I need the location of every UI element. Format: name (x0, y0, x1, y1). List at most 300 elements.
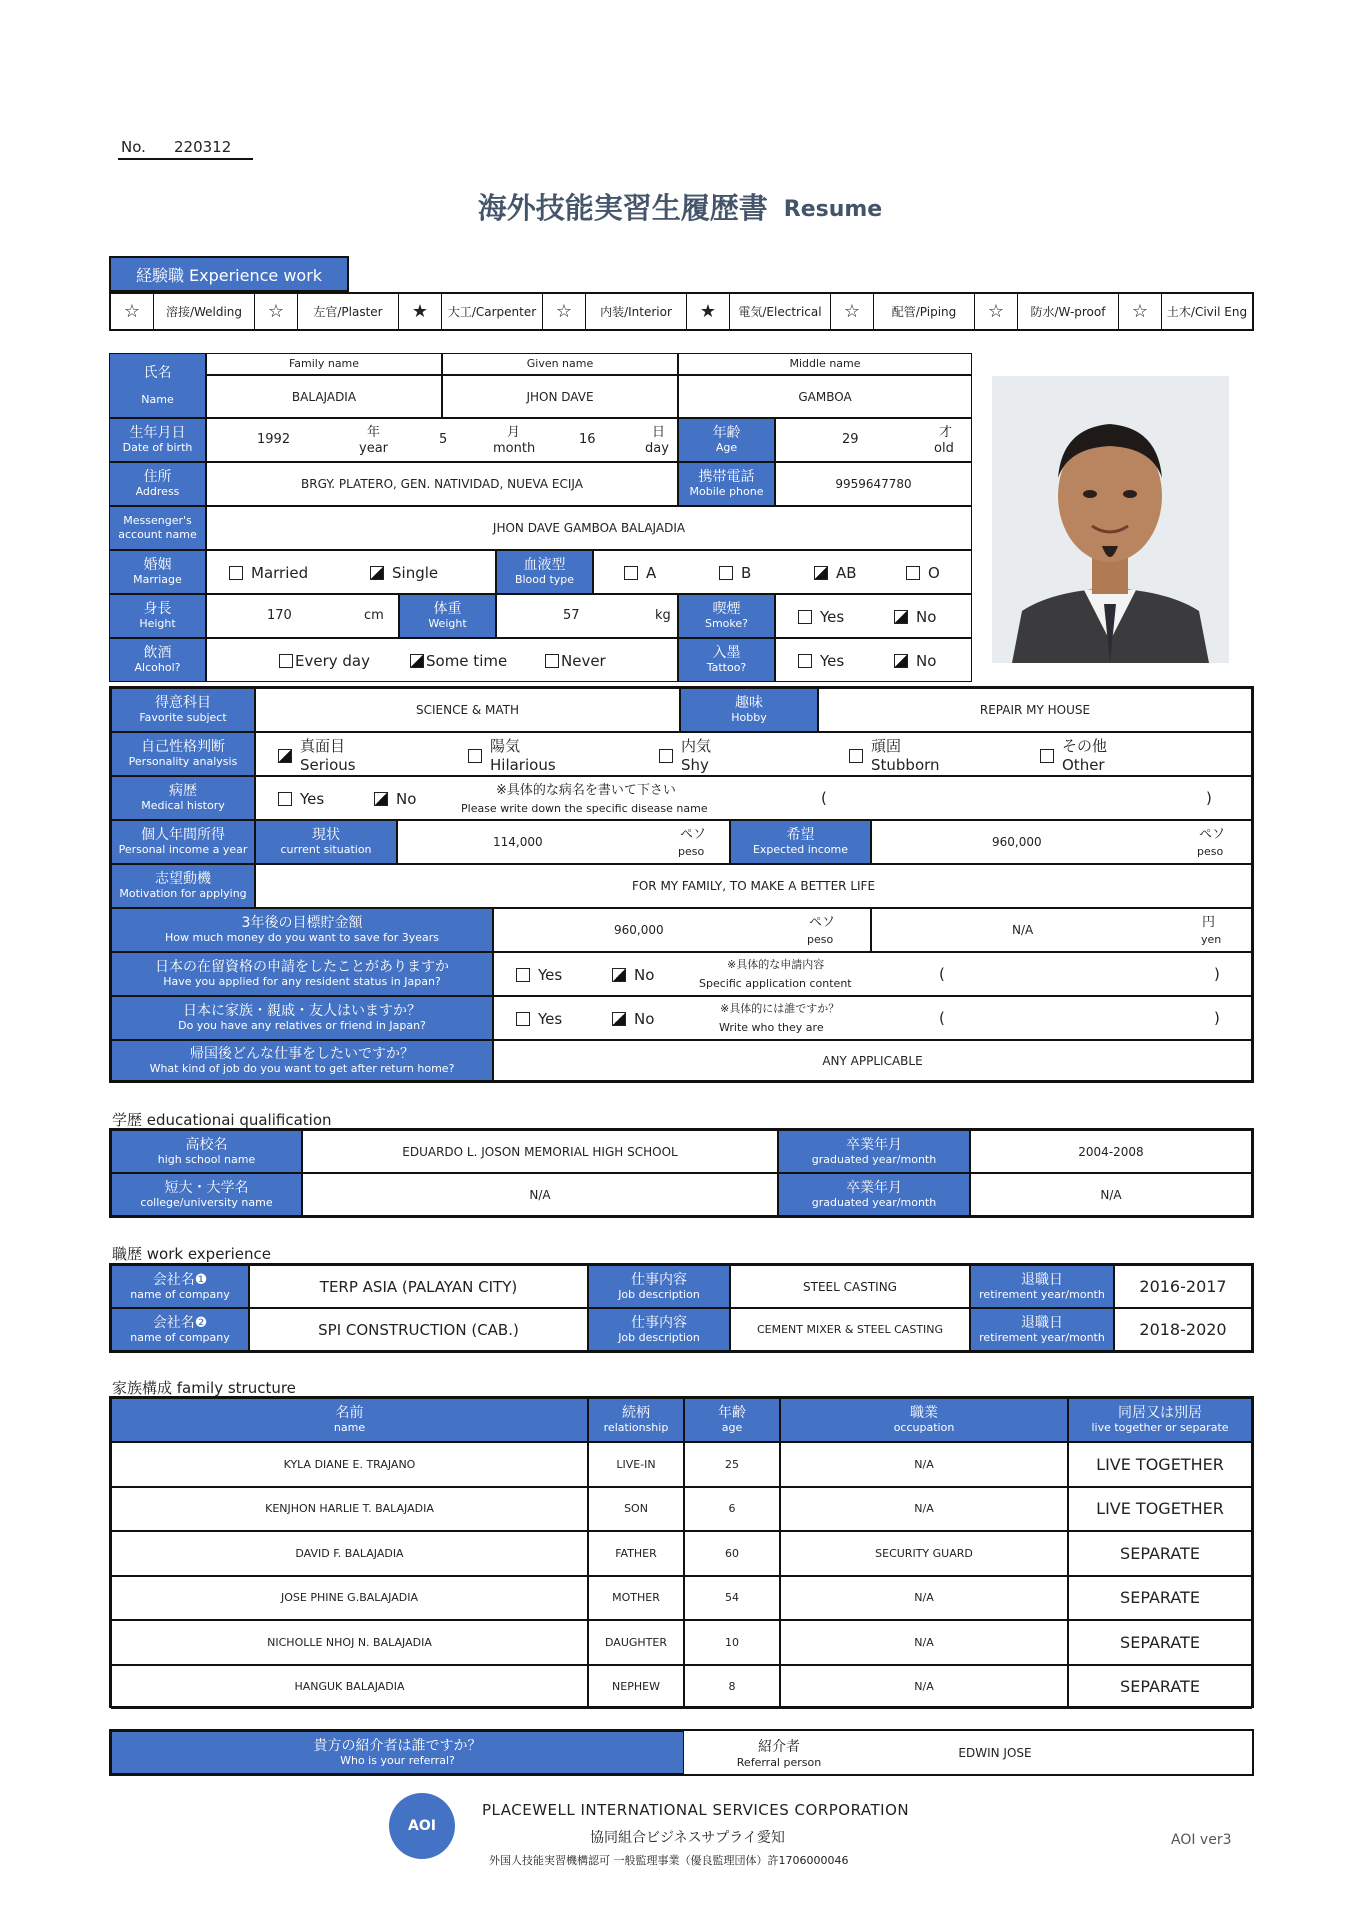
family-row (111, 1531, 1252, 1576)
height-label-en: Height (139, 617, 176, 630)
smoke-option-no[interactable] (894, 608, 936, 626)
motivation-label-cell (111, 864, 255, 908)
company1-label-cell (111, 1265, 249, 1308)
savings-peso-cell[interactable] (493, 908, 871, 952)
resident-open-paren: ( (939, 965, 945, 983)
experience-header: 経験職 Experience work (109, 256, 349, 292)
family-occupation-cell[interactable]: N/A (780, 1576, 1068, 1621)
income-current-label-cell (255, 820, 397, 864)
footer-version: AOI ver3 (1171, 1832, 1232, 1848)
name-label-cell (109, 353, 206, 418)
job2-label-en: Job description (618, 1330, 700, 1344)
family-header-relationship (588, 1398, 684, 1442)
savings-yen-jp: 円 (1202, 915, 1216, 930)
retire1-label-cell (970, 1265, 1114, 1308)
family-name-cell[interactable]: NICHOLLE NHOJ N. BALAJADIA (111, 1620, 588, 1665)
work-section-title: 職歴 work experience (112, 1245, 271, 1263)
medical-detail-field[interactable] (836, 785, 1201, 811)
resident-label-cell (111, 952, 493, 996)
mobile-value[interactable]: 9959647780 (775, 462, 972, 506)
income-expected-value: 960,000 (992, 835, 1042, 849)
option-label: Yes (538, 1010, 563, 1028)
checkbox-blood-ab[interactable] (814, 566, 828, 580)
experience-mark[interactable]: ☆ (255, 294, 298, 329)
tattoo-label-en: Tattoo? (706, 661, 747, 674)
savings-peso-en: peso (807, 933, 834, 946)
family-occupation-cell[interactable]: N/A (780, 1487, 1068, 1532)
family-name-value[interactable]: BALAJADIA (206, 375, 442, 418)
blood-option-ab[interactable] (814, 564, 857, 582)
highschool-label-en: high school name (157, 1152, 256, 1166)
medical-close-paren: ) (1206, 789, 1212, 807)
hobby-value[interactable]: REPAIR MY HOUSE (818, 688, 1252, 732)
age-unit-en: old (934, 441, 954, 456)
family-header-row (111, 1398, 1252, 1442)
family-relationship-cell[interactable]: MOTHER (588, 1576, 684, 1621)
college-grad-en: graduated year/month (811, 1195, 937, 1209)
relatives-detail-field[interactable] (954, 1005, 1209, 1031)
alcohol-options-cell (206, 638, 678, 682)
personality-label-jp: 自己性格判断 (141, 739, 225, 755)
relatives-option-yes[interactable] (516, 1010, 562, 1028)
smoke-option-yes[interactable] (798, 608, 844, 626)
checkbox-stubborn[interactable] (849, 749, 863, 763)
experience-label: 左官/Plaster (298, 294, 399, 329)
job2-value[interactable]: CEMENT MIXER & STEEL CASTING (730, 1308, 970, 1351)
retire1-label-en: retirement year/month (979, 1287, 1105, 1301)
retire2-value[interactable]: 2018-2020 (1114, 1308, 1252, 1351)
medical-label-cell (111, 776, 255, 820)
experience-mark[interactable]: ☆ (1119, 294, 1162, 329)
weight-value: 57 (563, 608, 580, 623)
referral-label-jp: 貴方の紹介者は誰ですか？ (313, 1737, 482, 1754)
family-relationship-cell[interactable]: FATHER (588, 1531, 684, 1576)
experience-mark[interactable]: ☆ (111, 294, 154, 329)
retire2-label-jp: 退職日 (1021, 1314, 1063, 1331)
college-value[interactable]: N/A (302, 1173, 778, 1216)
marriage-option-single[interactable] (370, 564, 438, 582)
header-en: occupation (893, 1421, 955, 1434)
header-en: live together or separate (1091, 1421, 1229, 1434)
family-occupation-cell[interactable]: SECURITY GUARD (780, 1531, 1068, 1576)
checkbox-married[interactable] (229, 566, 243, 580)
personality-option-hilarious[interactable] (468, 737, 556, 775)
company1-label-jp: 会社名❶ (152, 1271, 208, 1288)
personality-options-cell (255, 732, 1252, 776)
retire2-label-cell (970, 1308, 1114, 1351)
family-name-cell[interactable]: JOSE PHINE G.BALAJADIA (111, 1576, 588, 1621)
personality-option-serious[interactable] (278, 737, 356, 775)
given-name-label: Given name (442, 353, 678, 375)
family-name-cell[interactable]: KENJHON HARLIE T. BALAJADIA (111, 1487, 588, 1532)
savings-yen-cell[interactable] (871, 908, 1252, 952)
relatives-close-paren: ) (1214, 1009, 1220, 1027)
subject-label-jp: 得意科目 (155, 695, 211, 711)
checkbox-blood-o[interactable] (906, 566, 920, 580)
checkbox-blood-a[interactable] (624, 566, 638, 580)
savings-label-cell (111, 908, 493, 952)
option-label: No (634, 1010, 655, 1028)
family-name-label: Family name (206, 353, 442, 375)
job1-value[interactable]: STEEL CASTING (730, 1265, 970, 1308)
future-job-value[interactable]: ANY APPLICABLE (493, 1040, 1252, 1081)
subject-label-en: Favorite subject (139, 711, 227, 724)
experience-label: 土木/Civil Eng (1166, 305, 1248, 319)
relatives-label-cell (111, 996, 493, 1040)
retire1-label-jp: 退職日 (1021, 1271, 1063, 1288)
job1-label-cell (588, 1265, 730, 1308)
family-living-cell[interactable]: SEPARATE (1068, 1531, 1252, 1576)
family-row (111, 1576, 1252, 1621)
college-grad-label-cell (778, 1173, 970, 1216)
family-header-name (111, 1398, 588, 1442)
experience-mark[interactable]: ☆ (975, 294, 1018, 329)
experience-label: 電気/Electrical (730, 294, 831, 329)
checkbox-other[interactable] (1040, 749, 1054, 763)
family-living-cell[interactable]: SEPARATE (1068, 1620, 1252, 1665)
dob-month: 5 (439, 432, 448, 447)
middle-name-value[interactable]: GAMBOA (678, 375, 972, 418)
savings-peso-value: 960,000 (614, 923, 664, 937)
option-label: No (634, 966, 655, 984)
highschool-label-jp: 高校名 (185, 1136, 228, 1153)
dob-label-jp: 生年月日 (129, 425, 186, 441)
aoi-logo-text: AOI (408, 1818, 436, 1834)
header-en: name (333, 1421, 366, 1434)
header-jp: 年齢 (718, 1405, 746, 1421)
document-number-label: No. (121, 138, 146, 156)
option-label: Some time (426, 652, 508, 670)
highschool-value[interactable]: EDUARDO L. JOSON MEMORIAL HIGH SCHOOL (302, 1130, 778, 1173)
messenger-label-a: Messenger's (123, 514, 192, 527)
family-row (111, 1665, 1252, 1710)
family-header-living (1068, 1398, 1252, 1442)
weight-unit: kg (655, 608, 671, 623)
highschool-grad-value[interactable]: 2004-2008 (970, 1130, 1252, 1173)
alcohol-option-never[interactable] (545, 652, 606, 670)
dob-year: 1992 (257, 432, 291, 447)
smoke-label-en: Smoke? (704, 617, 748, 630)
header-jp: 職業 (910, 1405, 938, 1421)
personality-option-shy[interactable] (659, 737, 711, 775)
company2-value[interactable]: SPI CONSTRUCTION (CAB.) (249, 1308, 588, 1351)
address-value[interactable]: BRGY. PLATERO, GEN. NATIVIDAD, NUEVA ECIJA (206, 462, 678, 506)
age-unit-jp: 才 (939, 425, 953, 440)
income-current-jp: 現状 (312, 827, 340, 843)
mobile-label-en: Mobile phone (689, 485, 764, 498)
referral-label-cell (111, 1731, 684, 1774)
experience-mark[interactable]: ★ (399, 294, 442, 329)
header-jp: 名前 (335, 1405, 364, 1421)
option-label-jp: 真面目 (300, 737, 346, 755)
job2-label-cell (588, 1308, 730, 1351)
resident-option-no[interactable] (612, 966, 654, 984)
option-label: B (741, 564, 752, 582)
savings-yen-en: yen (1201, 933, 1222, 946)
checkbox-medical-yes[interactable] (278, 792, 292, 806)
messenger-label-b: account name (118, 528, 197, 541)
middle-name-label: Middle name (678, 353, 972, 375)
income-current-value-cell[interactable] (397, 820, 730, 864)
company1-label-en: name of company (130, 1287, 230, 1301)
checkbox-serious[interactable] (278, 749, 292, 763)
experience-row (109, 292, 1254, 331)
income-current-cur-jp: ペソ (680, 827, 707, 842)
experience-mark[interactable]: ☆ (543, 294, 586, 329)
family-age-cell[interactable]: 54 (684, 1576, 780, 1621)
resident-label-jp: 日本の在留資格の申請をしたことがありますか (155, 959, 449, 975)
footer-company: PLACEWELL INTERNATIONAL SERVICES CORPORATION (482, 1801, 910, 1819)
tattoo-option-no[interactable] (894, 652, 936, 670)
family-table (109, 1396, 1254, 1708)
family-living-cell[interactable]: LIVE TOGETHER (1068, 1487, 1252, 1532)
retire1-value[interactable]: 2016-2017 (1114, 1265, 1252, 1308)
resident-note-jp: ※具体的な申請内容 (727, 958, 825, 971)
savings-peso-jp: ペソ (809, 915, 836, 930)
smoke-label-jp: 喫煙 (712, 601, 741, 617)
job1-label-jp: 仕事内容 (631, 1271, 687, 1288)
college-label-en: college/university name (140, 1195, 273, 1209)
medical-value-cell (255, 776, 1252, 820)
option-label-en: Other (1062, 756, 1105, 774)
dob-day-jp: 日 (652, 425, 666, 440)
weight-label-en: Weight (428, 617, 467, 630)
checkbox-relatives-yes[interactable] (516, 1012, 530, 1026)
checkbox-relatives-no[interactable] (612, 1012, 626, 1026)
height-value-cell[interactable] (206, 594, 399, 638)
resident-label-en: Have you applied for any resident status in Japan? (163, 975, 441, 988)
college-grad-value[interactable]: N/A (970, 1173, 1252, 1216)
retire2-label-en: retirement year/month (979, 1330, 1105, 1344)
medical-option-no[interactable] (374, 790, 416, 808)
personality-label-cell (111, 732, 255, 776)
resident-value-cell (493, 952, 1252, 996)
blood-option-b[interactable] (719, 564, 751, 582)
height-unit: cm (364, 608, 384, 623)
highschool-grad-label-cell (778, 1130, 970, 1173)
dob-month-en: month (493, 441, 536, 456)
family-row (111, 1620, 1252, 1665)
mobile-label-jp: 携帯電話 (698, 469, 755, 485)
checkbox-smoke-no[interactable] (894, 610, 908, 624)
referral-person-jp: 紹介者 (758, 1739, 800, 1755)
blood-label-en: Blood type (514, 573, 575, 586)
blood-label-cell (496, 550, 593, 594)
dob-month-jp: 月 (507, 425, 521, 440)
company1-value[interactable]: TERP ASIA (PALAYAN CITY) (249, 1265, 588, 1308)
experience-mark[interactable]: ☆ (831, 294, 874, 329)
income-current-cur-en: peso (678, 845, 705, 858)
income-expected-value-cell[interactable] (871, 820, 1252, 864)
family-living-cell[interactable]: SEPARATE (1068, 1576, 1252, 1621)
experience-label: 大工/Carpenter (442, 294, 543, 329)
family-age-cell[interactable]: 8 (684, 1665, 780, 1710)
option-label: O (928, 564, 940, 582)
personal-table (109, 353, 1254, 1083)
checkbox-resident-no[interactable] (612, 968, 626, 982)
savings-label-jp: 3年後の目標貯金額 (241, 915, 363, 931)
hobby-label-jp: 趣味 (735, 695, 763, 711)
income-label-cell (111, 820, 255, 864)
height-value: 170 (267, 608, 292, 623)
blood-option-a[interactable] (624, 564, 656, 582)
referral-label-en: Who is your referral? (340, 1753, 455, 1767)
referral-value[interactable]: EDWIN JOSE (958, 1745, 1032, 1760)
alcohol-label-cell (109, 638, 206, 682)
medical-open-paren: ( (821, 789, 827, 807)
name-label-jp: 氏名 (143, 364, 172, 381)
highschool-label-cell (111, 1130, 302, 1173)
resident-detail-field[interactable] (954, 961, 1209, 987)
option-label: No (916, 608, 937, 626)
age-value-cell[interactable] (775, 418, 972, 462)
medical-option-yes[interactable] (278, 790, 324, 808)
resident-note-en: Specific application content (699, 977, 852, 990)
document-number (118, 136, 253, 160)
option-label: AB (836, 564, 857, 582)
family-rows (111, 1442, 1252, 1709)
option-label: Yes (300, 790, 325, 808)
subject-value[interactable]: SCIENCE & MATH (255, 688, 680, 732)
relatives-option-no[interactable] (612, 1010, 654, 1028)
family-section-title: 家族構成 family structure (112, 1379, 296, 1397)
smoke-options-cell (775, 594, 972, 638)
family-age-cell[interactable]: 25 (684, 1442, 780, 1487)
tattoo-label-jp: 入墨 (712, 645, 741, 661)
education-table (109, 1128, 1254, 1218)
family-name-cell[interactable]: KYLA DIANE E. TRAJANO (111, 1442, 588, 1487)
family-relationship-cell[interactable]: NEPHEW (588, 1665, 684, 1710)
marriage-option-married[interactable] (229, 564, 308, 582)
name-label-en: Name (141, 392, 174, 406)
checkbox-never[interactable] (545, 654, 559, 668)
alcohol-option-every-day[interactable] (279, 652, 370, 670)
family-occupation-cell[interactable]: N/A (780, 1442, 1068, 1487)
weight-label-cell (399, 594, 496, 638)
header-en: age (721, 1421, 743, 1434)
marriage-options-cell (206, 550, 496, 594)
family-age-cell[interactable]: 60 (684, 1531, 780, 1576)
checkbox-some-time[interactable] (410, 654, 424, 668)
highschool-grad-jp: 卒業年月 (846, 1136, 902, 1153)
header-jp: 同居又は別居 (1118, 1405, 1202, 1421)
income-label-jp: 個人年間所得 (141, 827, 225, 843)
marriage-label-cell (109, 550, 206, 594)
family-name-cell[interactable]: DAVID F. BALAJADIA (111, 1531, 588, 1576)
blood-options-cell (593, 550, 972, 594)
weight-value-cell[interactable] (496, 594, 678, 638)
header-jp: 続柄 (622, 1405, 650, 1421)
checkbox-hilarious[interactable] (468, 749, 482, 763)
experience-mark[interactable]: ★ (687, 294, 730, 329)
option-label: No (916, 652, 937, 670)
address-label-en: Address (135, 485, 180, 498)
age-value: 29 (842, 432, 859, 447)
checkbox-every-day[interactable] (279, 654, 293, 668)
height-label-cell (109, 594, 206, 638)
motivation-value[interactable]: FOR MY FAMILY, TO MAKE A BETTER LIFE (255, 864, 1252, 908)
option-label-jp: 陽気 (490, 737, 521, 755)
option-label-en: Hilarious (490, 756, 556, 774)
checkbox-resident-yes[interactable] (516, 968, 530, 982)
checkbox-tattoo-no[interactable] (894, 654, 908, 668)
option-label-jp: その他 (1062, 737, 1108, 755)
income-current-en: current situation (280, 843, 372, 856)
college-label-jp: 短大・大学名 (164, 1179, 249, 1196)
title-jp: 海外技能実習生履歴書 (477, 190, 768, 225)
family-living-cell[interactable]: SEPARATE (1068, 1665, 1252, 1710)
dob-year-en: year (359, 441, 389, 456)
checkbox-medical-no[interactable] (374, 792, 388, 806)
dob-value-cell[interactable] (206, 418, 678, 462)
family-occupation-cell[interactable]: N/A (780, 1665, 1068, 1710)
income-current-value: 114,000 (493, 835, 543, 849)
family-relationship-cell[interactable]: LIVE-IN (588, 1442, 684, 1487)
relatives-note-jp: ※具体的には誰ですか？ (720, 1002, 840, 1015)
smoke-label-cell (678, 594, 775, 638)
family-row (111, 1442, 1252, 1487)
future-job-label-en: What kind of job do you want to get after return home? (149, 1061, 455, 1075)
alcohol-label-en: Alcohol? (134, 661, 181, 674)
company2-label-jp: 会社名❷ (152, 1314, 208, 1331)
checkbox-single[interactable] (370, 566, 384, 580)
tattoo-option-yes[interactable] (798, 652, 844, 670)
experience-label: 防水/W-proof (1018, 294, 1119, 329)
alcohol-option-some-time[interactable] (410, 652, 507, 670)
resident-option-yes[interactable] (516, 966, 562, 984)
checkbox-blood-b[interactable] (719, 566, 733, 580)
income-expected-jp: 希望 (786, 827, 815, 843)
family-living-cell[interactable]: LIVE TOGETHER (1068, 1442, 1252, 1487)
income-expected-cur-en: peso (1197, 845, 1224, 858)
checkbox-tattoo-yes[interactable] (798, 654, 812, 668)
tattoo-options-cell (775, 638, 972, 682)
weight-label-jp: 体重 (433, 601, 462, 617)
age-label-jp: 年齢 (712, 425, 741, 441)
blood-option-o[interactable] (906, 564, 940, 582)
option-label-en: Shy (681, 756, 709, 774)
personality-option-other[interactable] (1040, 737, 1107, 775)
future-job-label-cell (111, 1040, 493, 1081)
option-label: Married (251, 564, 309, 582)
option-label: A (646, 564, 657, 582)
job1-label-en: Job description (618, 1287, 700, 1301)
tattoo-label-cell (678, 638, 775, 682)
height-label-jp: 身長 (143, 601, 172, 617)
company2-label-en: name of company (130, 1330, 230, 1344)
highschool-grad-en: graduated year/month (811, 1152, 937, 1166)
relatives-label-en: Do you have any relatives or friend in Japan? (178, 1019, 426, 1032)
referral-table (109, 1729, 1254, 1776)
family-relationship-cell[interactable]: SON (588, 1487, 684, 1532)
referral-person-label-cell (684, 1731, 874, 1774)
age-label-cell (678, 418, 775, 462)
resident-close-paren: ) (1214, 965, 1220, 983)
family-relationship-cell[interactable]: DAUGHTER (588, 1620, 684, 1665)
relatives-note-en: Write who they are (719, 1021, 824, 1034)
personality-option-stubborn[interactable] (849, 737, 940, 775)
messenger-value[interactable]: JHON DAVE GAMBOA BALAJADIA (206, 506, 972, 550)
family-name-cell[interactable]: HANGUK BALAJADIA (111, 1665, 588, 1710)
checkbox-shy[interactable] (659, 749, 673, 763)
family-age-cell[interactable]: 10 (684, 1620, 780, 1665)
hobby-label-en: Hobby (731, 711, 767, 724)
given-name-value[interactable]: JHON DAVE (442, 375, 678, 418)
lower-personal-block (109, 686, 1254, 1083)
family-occupation-cell[interactable]: N/A (780, 1620, 1068, 1665)
checkbox-smoke-yes[interactable] (798, 610, 812, 624)
family-age-cell[interactable]: 6 (684, 1487, 780, 1532)
